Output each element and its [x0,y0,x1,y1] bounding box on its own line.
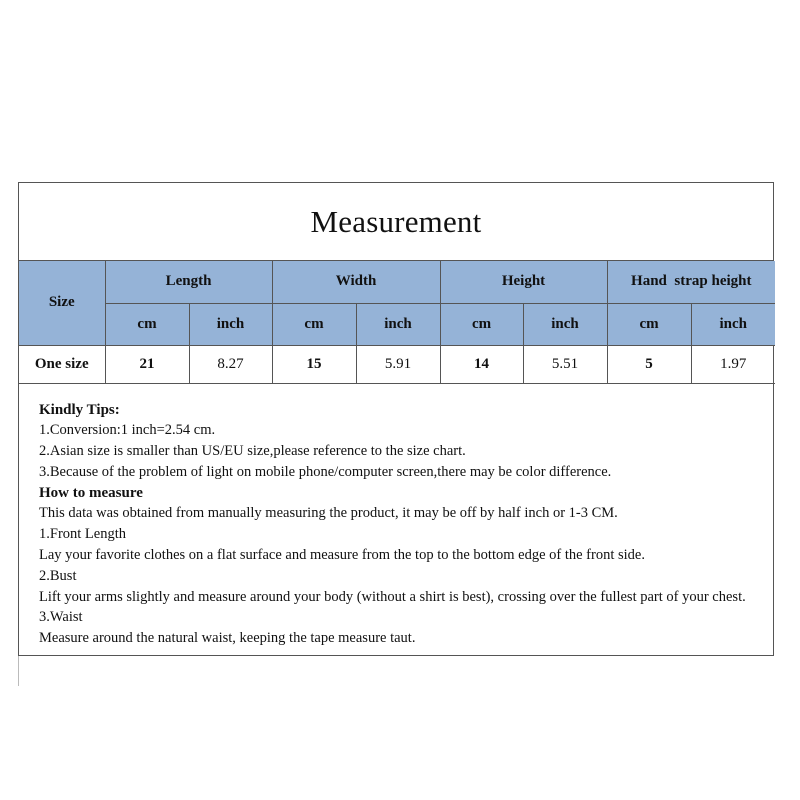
length-inch-cell: 8.27 [189,345,272,383]
height-inch-cell: 5.51 [523,345,607,383]
hand-strap-height-header: Hand strap height [607,261,775,303]
unit-header: cm [440,303,523,345]
unit-header: cm [607,303,691,345]
strap-cm-cell: 5 [607,345,691,383]
tip-line: 1.Conversion:1 inch=2.54 cm. [39,422,216,439]
strap-inch-cell: 1.97 [691,345,775,383]
length-header: Length [105,261,272,303]
tip-line: 2.Asian size is smaller than US/EU size,please reference to the size chart. [39,443,466,460]
unit-header: inch [356,303,440,345]
kindly-tips-heading: Kindly Tips: [39,401,120,418]
unit-header: cm [105,303,189,345]
height-cm-cell: 14 [440,345,523,383]
measure-line: Measure around the natural waist, keeping the tape measure taut. [39,630,416,647]
title-row [19,183,773,261]
unit-header: inch [691,303,775,345]
height-header: Height [440,261,607,303]
how-to-measure-heading: How to measure [39,484,143,501]
tips-section [19,384,773,650]
unit-header: inch [189,303,272,345]
measure-line: This data was obtained from manually measuring the product, it may be off by half inch or 1-3 CM. [39,505,618,522]
border-tick [18,656,19,686]
unit-header: inch [523,303,607,345]
measure-line: 2.Bust [39,567,77,584]
size-column-header: Size [19,261,105,345]
measure-line: Lay your favorite clothes on a flat surface and measure from the top to the bottom edge of the front side. [39,547,645,564]
table-row [19,345,775,383]
size-cell: One size [19,345,105,383]
measure-line: Lift your arms slightly and measure around your body (without a shirt is best), crossing over the fullest part of your chest. [39,588,746,605]
size-table [19,261,775,384]
measure-line: 3.Waist [39,609,83,626]
unit-header: cm [272,303,356,345]
table-units-row [19,303,775,345]
measure-line: 1.Front Length [39,526,126,543]
width-header: Width [272,261,440,303]
length-cm-cell: 21 [105,345,189,383]
width-cm-cell: 15 [272,345,356,383]
measurement-sheet [18,182,774,656]
table-header-row [19,261,775,303]
page-title: Measurement [310,203,482,239]
tip-line: 3.Because of the problem of light on mobile phone/computer screen,there may be color difference. [39,463,612,480]
width-inch-cell: 5.91 [356,345,440,383]
